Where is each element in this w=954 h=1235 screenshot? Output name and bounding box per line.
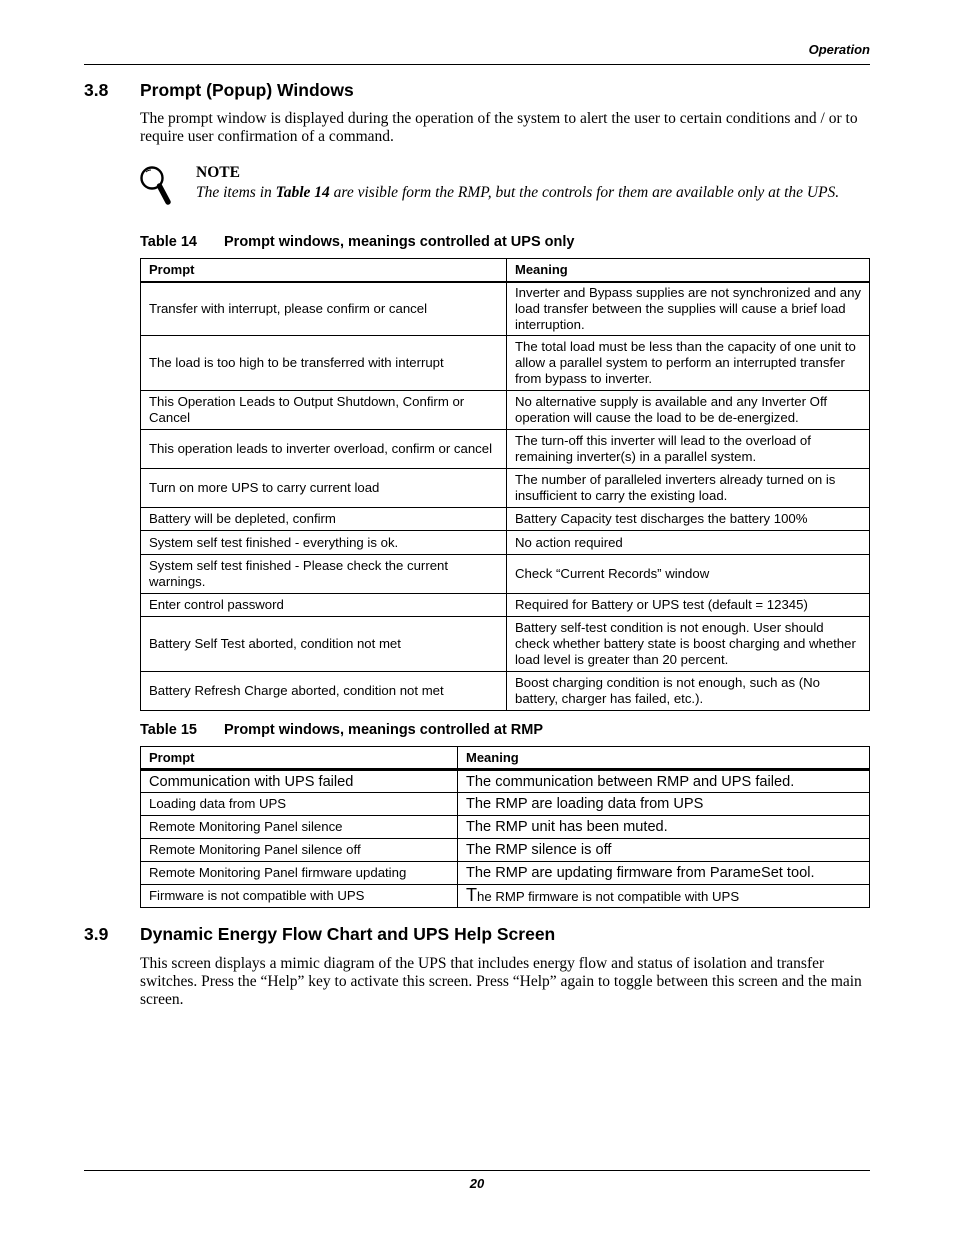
table-row — [141, 469, 870, 508]
prompt-cell: Firmware is not compatible with UPS — [141, 885, 458, 908]
prompt-cell: System self test finished - Please check the current warnings. — [141, 555, 507, 594]
table-row — [141, 555, 870, 594]
prompt-cell: Remote Monitoring Panel firmware updating — [141, 862, 458, 885]
prompt-cell: System self test finished - everything is ok. — [141, 531, 507, 555]
prompt-cell: This Operation Leads to Output Shutdown, Confirm or Cancel — [141, 391, 507, 430]
table-15-caption — [140, 722, 543, 738]
running-header: Operation — [808, 42, 870, 57]
table-row — [141, 336, 870, 391]
meaning-cell: The RMP are loading data from UPS — [458, 793, 870, 816]
magnifier-icon — [138, 164, 174, 208]
meaning-cell: The RMP silence is off — [458, 839, 870, 862]
note-text-after: are visible form the RMP, but the controls for them are available only at the UPS. — [329, 184, 840, 201]
note-table-reference: Table 14 — [275, 184, 330, 201]
table-caption-text: Prompt windows, meanings controlled at UPS only — [224, 234, 575, 250]
table-row — [141, 594, 870, 617]
meaning-cell: The turn-off this inverter will lead to the overload of remaining inverter(s) in a parallel system. — [507, 430, 870, 469]
table-row — [141, 770, 870, 793]
section-number: 3.8 — [84, 80, 109, 100]
meaning-cell: No alternative supply is available and any Inverter Off operation will cause the load to be de-energized. — [507, 391, 870, 430]
column-header-prompt: Prompt — [141, 747, 458, 770]
meaning-first-letter: T — [466, 885, 477, 905]
table-header-row — [141, 259, 870, 282]
prompt-cell: This operation leads to inverter overload, confirm or cancel — [141, 430, 507, 469]
prompt-cell: Turn on more UPS to carry current load — [141, 469, 507, 508]
table-14-caption — [140, 234, 574, 250]
footer-rule — [84, 1170, 870, 1171]
meaning-cell: Boost charging condition is not enough, such as (No battery, charger has failed, etc.). — [507, 672, 870, 711]
prompt-cell: Remote Monitoring Panel silence off — [141, 839, 458, 862]
meaning-cell: Battery Capacity test discharges the battery 100% — [507, 508, 870, 531]
note-text — [196, 184, 870, 202]
prompt-cell: Battery Refresh Charge aborted, condition not met — [141, 672, 507, 711]
table-header-row — [141, 747, 870, 770]
prompt-cell: Remote Monitoring Panel silence — [141, 816, 458, 839]
table-row — [141, 617, 870, 672]
section-heading-3-8 — [84, 80, 354, 101]
prompt-cell: Communication with UPS failed — [141, 770, 458, 793]
column-header-meaning: Meaning — [458, 747, 870, 770]
meaning-cell: The number of paralleled inverters already turned on is insufficient to carry the existing load. — [507, 469, 870, 508]
meaning-cell — [458, 885, 870, 908]
table-row — [141, 391, 870, 430]
meaning-cell: Required for Battery or UPS test (default = 12345) — [507, 594, 870, 617]
prompt-cell: The load is too high to be transferred with interrupt — [141, 336, 507, 391]
table-row — [141, 885, 870, 908]
prompt-cell: Battery Self Test aborted, condition not met — [141, 617, 507, 672]
prompt-cell: Transfer with interrupt, please confirm or cancel — [141, 282, 507, 336]
column-header-meaning: Meaning — [507, 259, 870, 282]
table-row — [141, 816, 870, 839]
meaning-cell: The total load must be less than the capacity of one unit to allow a parallel system to perform an interrupted transfer from bypass to inverter. — [507, 336, 870, 391]
prompt-cell: Battery will be depleted, confirm — [141, 508, 507, 531]
section-3-9-paragraph: This screen displays a mimic diagram of the UPS that includes energy flow and status of isolation and transfer switches. Press the “Help” key to activate this screen. Press “Help” again to toggle between this screen and the main screen. — [140, 955, 862, 1008]
table-caption-text: Prompt windows, meanings controlled at RMP — [224, 722, 544, 738]
table-row — [141, 508, 870, 531]
section-number: 3.9 — [84, 924, 109, 944]
table-row — [141, 430, 870, 469]
meaning-cell: No action required — [507, 531, 870, 555]
meaning-cell: The RMP unit has been muted. — [458, 816, 870, 839]
table-number: Table 15 — [140, 722, 197, 738]
table-row — [141, 793, 870, 816]
table-row — [141, 531, 870, 555]
table-15 — [140, 746, 870, 908]
column-header-prompt: Prompt — [141, 259, 507, 282]
table-number: Table 14 — [140, 234, 197, 250]
section-title: Prompt (Popup) Windows — [140, 80, 354, 100]
table-row — [141, 862, 870, 885]
prompt-cell: Enter control password — [141, 594, 507, 617]
section-heading-3-9 — [84, 924, 555, 945]
meaning-rest: he RMP firmware is not compatible with UPS — [477, 889, 740, 904]
prompt-cell: Loading data from UPS — [141, 793, 458, 816]
note-text-before: The items in — [196, 184, 276, 201]
meaning-cell: The communication between RMP and UPS failed. — [458, 770, 870, 793]
meaning-cell: Inverter and Bypass supplies are not synchronized and any load transfer between the supplies will cause a brief load interruption. — [507, 282, 870, 336]
section-title: Dynamic Energy Flow Chart and UPS Help Screen — [140, 924, 556, 944]
page-number: 20 — [469, 1176, 485, 1191]
meaning-cell: Battery self-test condition is not enough. User should check whether battery state is boost charging and whether load level is greater than 20 percent. — [507, 617, 870, 672]
table-row — [141, 672, 870, 711]
header-rule — [84, 64, 870, 65]
meaning-cell: The RMP are updating firmware from ParameSet tool. — [458, 862, 870, 885]
table-row — [141, 839, 870, 862]
section-3-8-paragraph: The prompt window is displayed during the operation of the system to alert the user to certain conditions and / or to require user confirmation of a command. — [140, 110, 858, 145]
table-row — [141, 282, 870, 336]
meaning-cell: Check “Current Records” window — [507, 555, 870, 594]
note-label: NOTE — [196, 164, 240, 181]
table-14 — [140, 258, 870, 711]
